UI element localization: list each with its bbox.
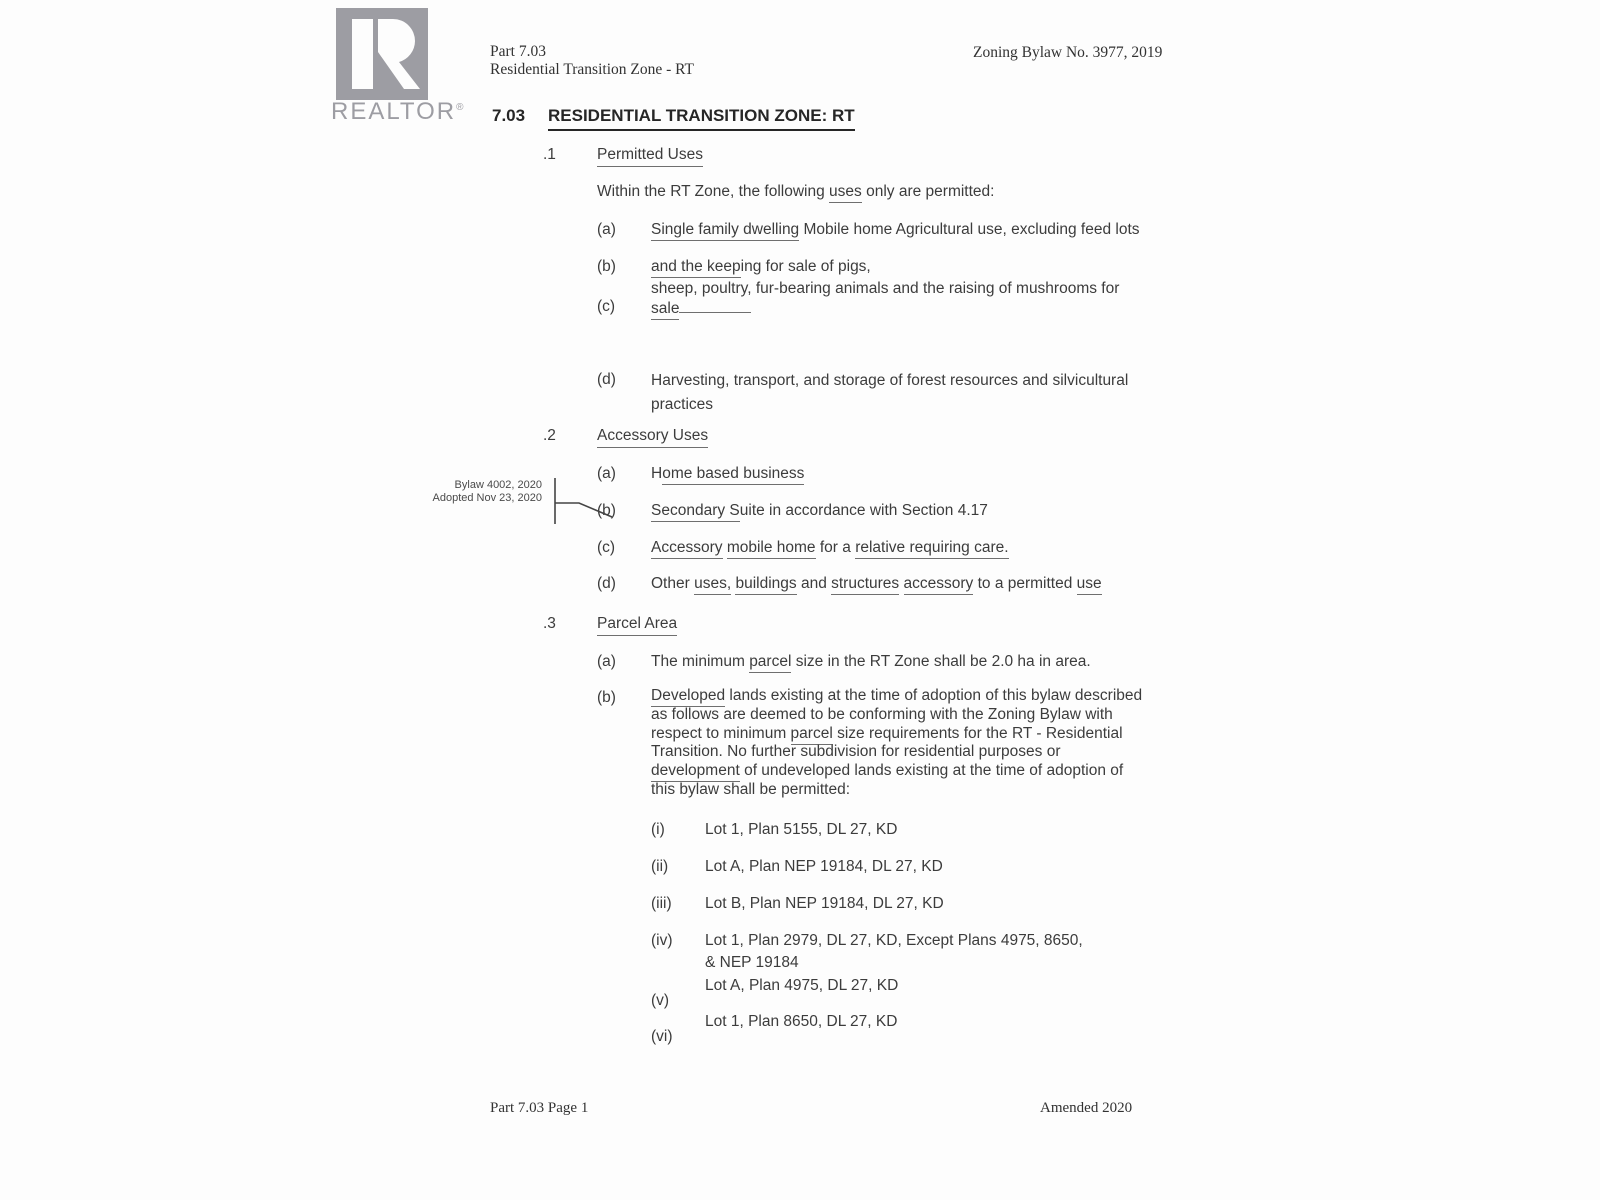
header-bylaw-number: Zoning Bylaw No. 3977, 2019 xyxy=(973,44,1163,61)
item-1c-row xyxy=(597,296,751,320)
lot-item-iv-text: Lot 1, Plan 2979, DL 27, KD, Except Plans 4975, 8650, & NEP 19184 xyxy=(705,932,1083,971)
subsection-3-title: Parcel Area xyxy=(597,615,677,636)
margin-note xyxy=(398,479,542,504)
item-1d-label: (d) xyxy=(597,371,616,388)
item-2b-text: Secondary Suite in accordance with Section 4.17 xyxy=(651,502,988,522)
lot-item-iii-text: Lot B, Plan NEP 19184, DL 27, KD xyxy=(705,895,944,912)
item-2d-row xyxy=(597,573,1102,595)
leader-line xyxy=(545,474,617,534)
realtor-wordmark: REALTOR® xyxy=(331,98,464,125)
subsection-2-title: Accessory Uses xyxy=(597,427,708,448)
subsection-2-number: .2 xyxy=(543,427,556,444)
section-title: RESIDENTIAL TRANSITION ZONE: RT xyxy=(548,106,855,131)
item-2a-text: Home based business xyxy=(651,465,804,485)
realtor-logo xyxy=(336,8,428,100)
item-2d-label: (d) xyxy=(597,575,616,592)
lot-item-iii xyxy=(651,893,944,915)
subsection-3-number: .3 xyxy=(543,615,556,632)
item-3a-row xyxy=(597,651,1091,673)
item-1d-text: Harvesting, transport, and storage of forest resources and silvicultural practices xyxy=(651,372,1129,413)
lot-item-vi-text: Lot 1, Plan 8650, DL 27, KD xyxy=(705,1013,898,1030)
item-1a-label: (a) xyxy=(597,221,616,238)
lot-item-ii xyxy=(651,856,943,878)
subsection-3-heading xyxy=(543,613,677,635)
subsection-2-heading xyxy=(543,425,708,447)
item-1a-row xyxy=(597,219,1140,241)
item-3b-row xyxy=(597,687,1142,800)
lot-item-vi-label: (vi) xyxy=(651,1028,673,1045)
lot-item-v xyxy=(651,975,899,1009)
lot-item-ii-text: Lot A, Plan NEP 19184, DL 27, KD xyxy=(705,858,943,875)
lot-item-iv xyxy=(651,930,1083,974)
item-2d-text: Other uses, buildings and structures accessory to a permitted use xyxy=(651,575,1102,595)
item-2a-row xyxy=(597,463,804,485)
lot-item-vi xyxy=(651,1011,898,1045)
item-3a-label: (a) xyxy=(597,653,616,670)
item-1a-text: Single family dwelling Mobile home Agricultural use, excluding feed lots xyxy=(651,221,1140,241)
item-3b-text: Developed lands existing at the time of adoption of this bylaw described as follows are deemed to be conforming with the Zoning Bylaw with respect to minimum parcel size requirements for the RT - Residential Transition. No further subdivision for residential purposes or development of undeveloped lands existing at the time of adoption of this bylaw shall be permitted: xyxy=(651,687,1143,798)
margin-note-line2: Adopted Nov 23, 2020 xyxy=(432,491,542,504)
item-1d-row xyxy=(597,369,1128,417)
item-1b-label: (b) xyxy=(597,258,616,275)
item-2c-text: Accessory mobile home for a relative requiring care. xyxy=(651,539,1009,559)
item-2c-row xyxy=(597,537,1009,559)
footer-page-number: Part 7.03 Page 1 xyxy=(490,1100,589,1116)
item-2b-label: (b) xyxy=(597,502,616,519)
section-number: 7.03 xyxy=(492,106,526,125)
item-1c-label: (c) xyxy=(597,298,616,315)
lot-item-iv-label: (iv) xyxy=(651,932,673,949)
item-3a-text: The minimum parcel size in the RT Zone shall be 2.0 ha in area. xyxy=(651,653,1091,673)
item-2b-row xyxy=(597,500,988,522)
lot-item-ii-label: (ii) xyxy=(651,858,669,875)
item-1b-continuation: sheep, poultry, fur-bearing animals and the raising of mushrooms for xyxy=(651,280,1120,297)
subsection-1-title: Permitted Uses xyxy=(597,146,703,167)
lot-item-i-text: Lot 1, Plan 5155, DL 27, KD xyxy=(705,821,898,838)
item-2a-label: (a) xyxy=(597,465,616,482)
item-1b-text: and the keeping for sale of pigs, xyxy=(651,258,871,278)
item-2c-label: (c) xyxy=(597,539,616,556)
item-1c-text: sale xyxy=(651,300,751,317)
registered-mark: ® xyxy=(456,102,464,113)
lot-item-i xyxy=(651,819,897,841)
margin-note-line1: Bylaw 4002, 2020 xyxy=(454,479,542,491)
footer-amended: Amended 2020 xyxy=(1040,1100,1133,1116)
item-1b-row xyxy=(597,256,871,278)
header-part: Part 7.03 xyxy=(490,43,546,60)
lot-item-v-label: (v) xyxy=(651,992,670,1009)
lot-item-i-label: (i) xyxy=(651,821,665,838)
permitted-uses-intro: Within the RT Zone, the following uses only are permitted: xyxy=(597,181,994,203)
section-heading xyxy=(492,105,855,127)
item-3b-label: (b) xyxy=(597,689,616,706)
lot-item-iii-label: (iii) xyxy=(651,895,672,912)
subsection-1-number: .1 xyxy=(543,146,556,163)
header-zone: Residential Transition Zone - RT xyxy=(490,61,695,78)
lot-item-v-text: Lot A, Plan 4975, DL 27, KD xyxy=(705,977,899,994)
subsection-1-heading xyxy=(543,144,703,166)
